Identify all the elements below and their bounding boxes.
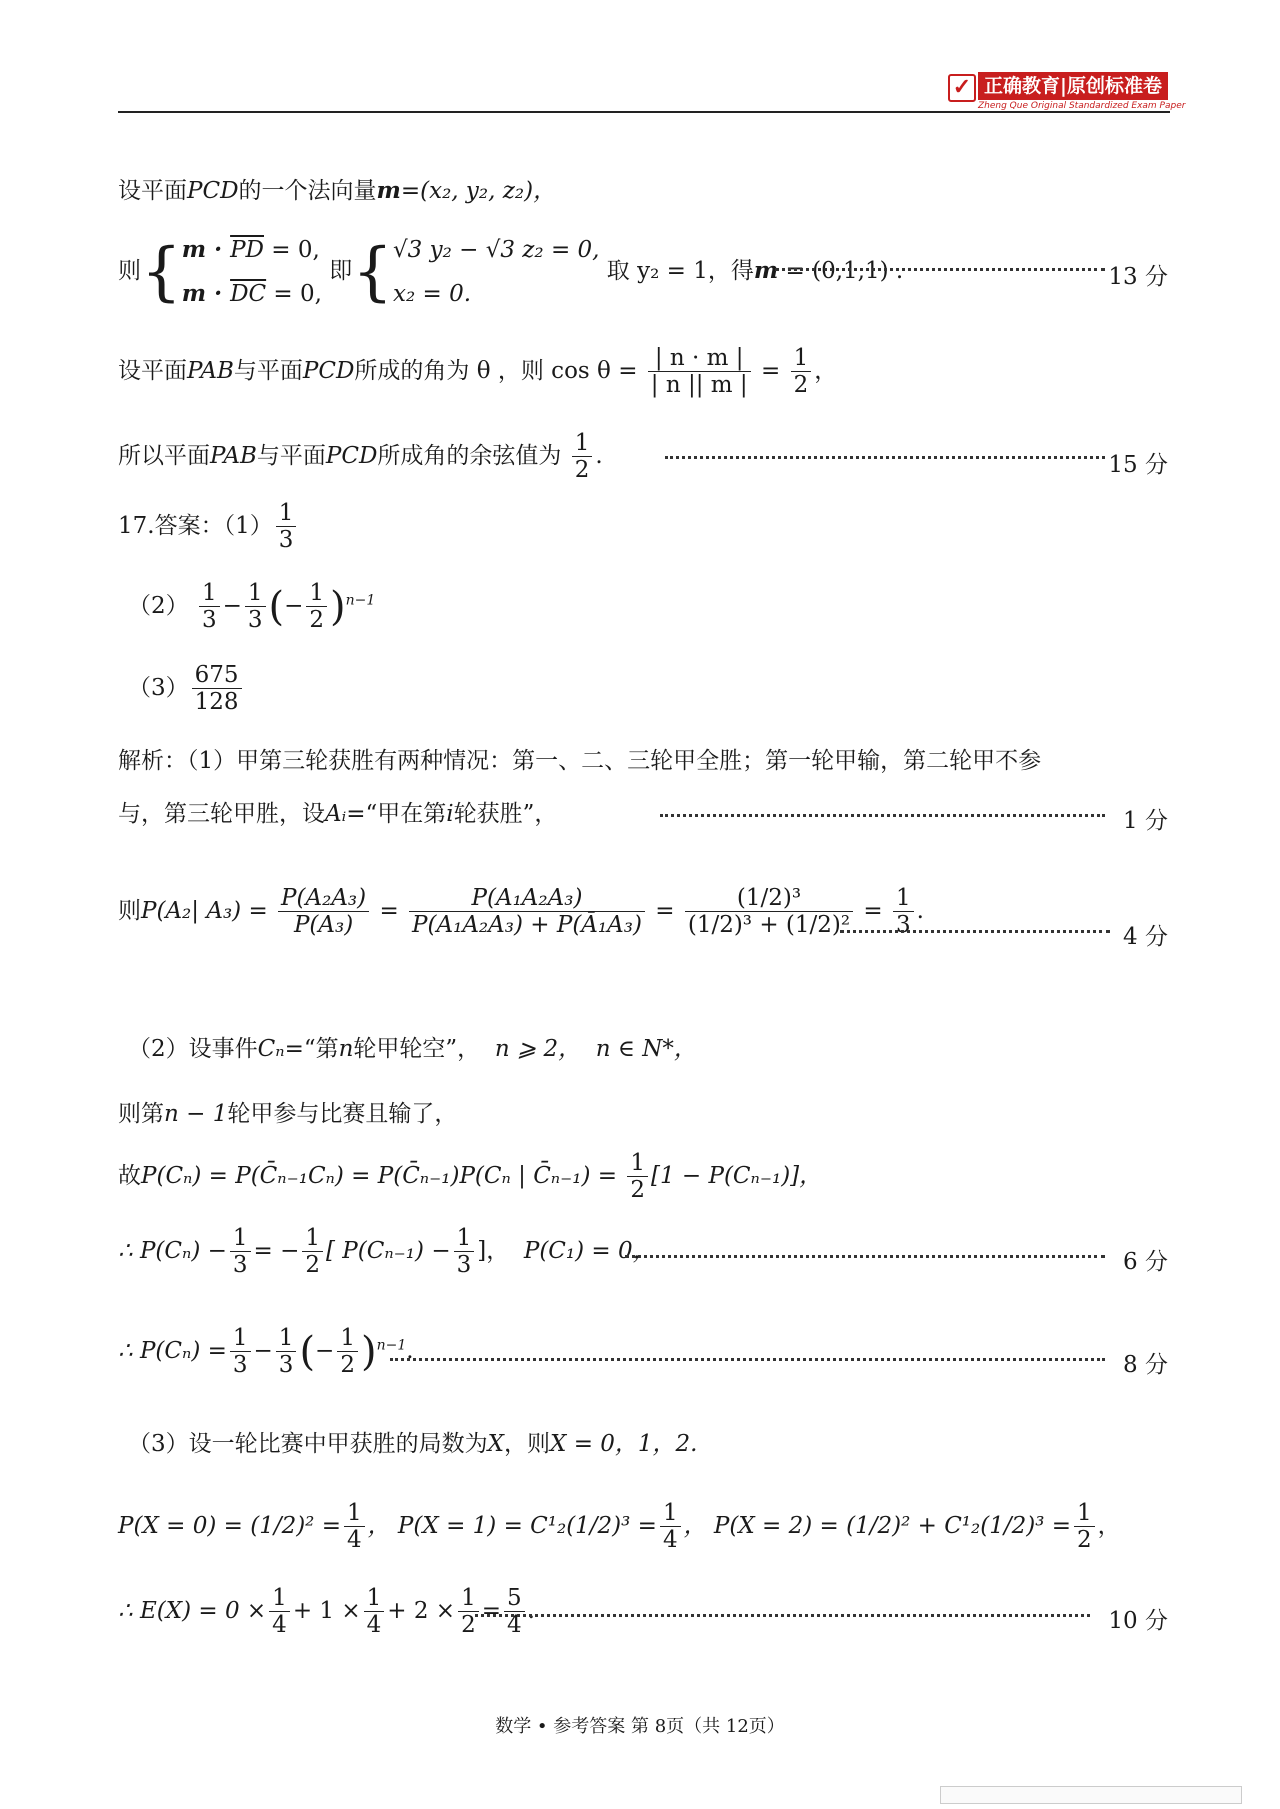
score-8: 8 分	[1123, 1352, 1168, 1378]
analysis-line-2: 与，第三轮甲胜，设Aᵢ=“甲在第i轮获胜”，	[118, 801, 558, 827]
check-icon: ✓	[948, 74, 976, 102]
line-system: 则{$m \cdot \overline{PD} = 0$, $m \cdot \overline{DC} = 0$, 即{√3 y₂ − √3 z₂ = 0, x₂ = 0. 取 y₂ = 1，得m = (0,1,1) .	[118, 235, 904, 309]
line-cos-theta: 设平面PAB与平面PCD所成的角为 θ ，则 cos θ = $\frac{| n \cdot m |}{| n || m |}$ = $\frac{1}{2}$ ，	[118, 345, 838, 399]
dot-leader	[775, 268, 1105, 271]
logo-brand-text: 正确教育|原创标准卷	[978, 72, 1168, 100]
score-1: 1 分	[1123, 808, 1168, 834]
analysis-line-1: 解析：（1）甲第三轮获胜有两种情况：第一、二、三轮甲全胜；第一轮甲输，第二轮甲不参	[118, 748, 1042, 774]
score-15: 15 分	[1108, 452, 1168, 478]
header-rule	[118, 111, 1170, 113]
analysis-recurrence: 故P(Cₙ) = P(C̄ₙ₋₁Cₙ) = P(C̄ₙ₋₁)P(Cₙ | C̄ₙ₋₁) = $\frac{1}{2}$ [1 − P(Cₙ₋₁)]，	[118, 1150, 823, 1204]
dot-leader	[840, 930, 1110, 933]
q17-answer-1: 17.答案：（1） $\frac{1}{3}$	[118, 500, 299, 554]
analysis-geometric: ∴ P(Cₙ) − $\frac{1}{3}$ = − $\frac{1}{2}$ [ P(Cₙ₋₁) − $\frac{1}{3}$ ]， P(C₁) = 0，	[118, 1225, 656, 1279]
dot-leader	[625, 1255, 1105, 1258]
logo-subtitle: Zheng Que Original Standardized Exam Paper	[978, 101, 1186, 111]
score-6: 6 分	[1123, 1249, 1168, 1275]
analysis-general-term: ∴ P(Cₙ) = $\frac{1}{3}$ − $\frac{1}{3}$ (− $\frac{1}{2}$ )$^{n-1}$.	[118, 1325, 414, 1379]
score-10: 10 分	[1108, 1608, 1168, 1634]
score-4: 4 分	[1123, 924, 1168, 950]
analysis-part3-intro: （3）设一轮比赛中甲获胜的局数为X，则X = 0，1，2.	[128, 1431, 698, 1457]
line-conclusion: 所以平面PAB与平面PCD所成角的余弦值为 $\frac{1}{2}$ .	[118, 430, 603, 484]
analysis-expectation: ∴ E(X) = 0 × $\frac{1}{4}$ + 1 × $\frac{1}{4}$ + 2 × $\frac{1}{2}$ = $\frac{5}{4}$ .	[118, 1585, 535, 1639]
line-normal-vector: 设平面PCD的一个法向量m=(x₂, y₂, z₂)，	[118, 177, 557, 204]
page-footer: 数学 • 参考答案 第 8页（共 12页）	[495, 1716, 785, 1737]
dot-leader	[665, 456, 1105, 459]
score-13: 13 分	[1108, 264, 1168, 290]
analysis-line-lost: 则第n − 1轮甲参与比赛且输了，	[118, 1101, 458, 1127]
horizontal-scrollbar[interactable]	[940, 1786, 1242, 1804]
q17-answer-3: （3） $\frac{675}{128}$	[128, 662, 245, 716]
dot-leader	[390, 1358, 1105, 1361]
analysis-event-def: （2）设事件Cₙ=“第n轮甲轮空”， n ⩾ 2， n ∈ N*，	[128, 1036, 697, 1062]
analysis-conditional-prob: 则P(A₂| A₃) = $\frac{\text{P(A₂A₃)}}{\text{P(A₃)}}$ = $\frac{\text{P(A₁A₂A₃)}}{\text{P(A₁A₂A₃) + P(Ā₁A₃)}}$ = $\frac{\text{(1/2)³}}{\text{(1/2)³ + (1/2)²}}$ = $\frac{1}{3}$ .	[118, 885, 924, 939]
dot-leader	[660, 814, 1105, 817]
analysis-distribution: P(X = 0) = (1/2)² = $\frac{1}{4}$ ， P(X = 1) = C¹₂(1/2)³ = $\frac{1}{4}$ ， P(X = 2) = (1/2)² + C¹₂(1/2)³ = $\frac{1}{2}$ ，	[118, 1500, 1121, 1554]
dot-leader	[475, 1614, 1090, 1617]
publisher-logo	[948, 72, 1186, 111]
q17-answer-2: （2） $\frac{1}{3}$ − $\frac{1}{3}$ (− $\frac{1}{2}$ )$^{n-1}$	[128, 580, 376, 634]
